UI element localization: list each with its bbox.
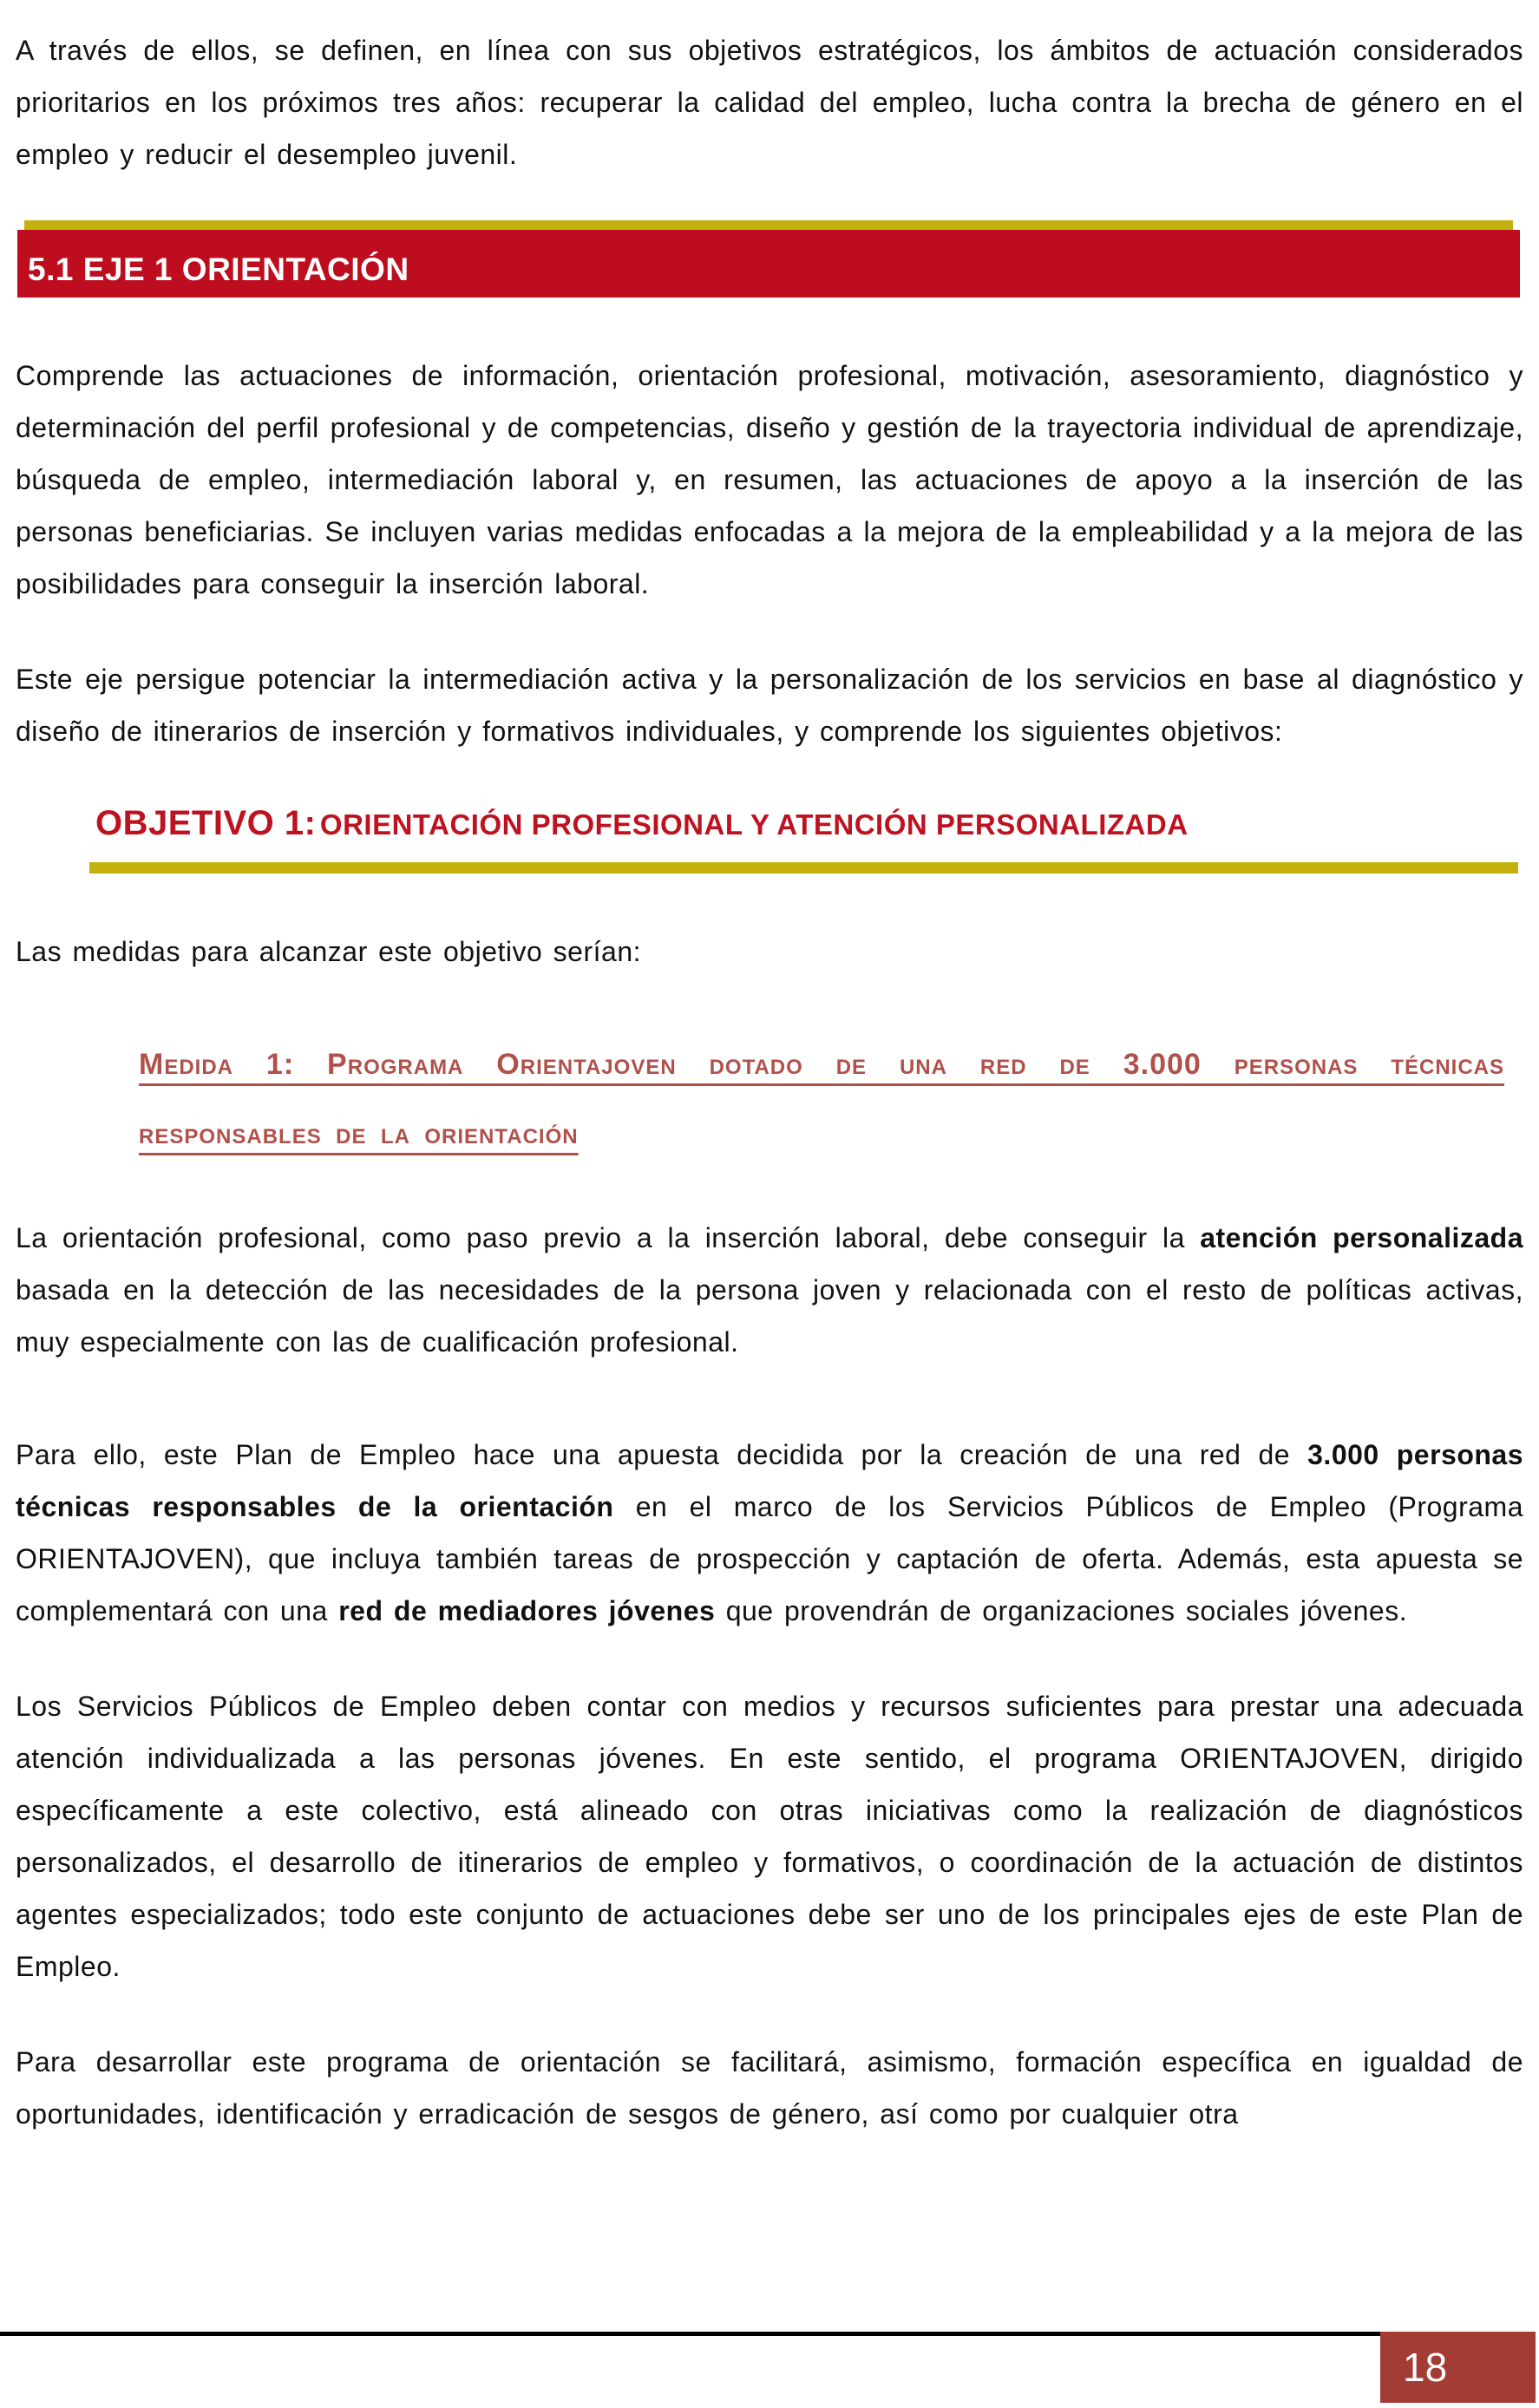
text-run: Para desarrollar este programa de orientación se facilitará, asimismo, formación específica en igualdad de oportunidades, identificación y erradicación de sesgos de género, así como por cualquier otra bbox=[16, 2046, 1523, 2130]
objective-prefix: OBJETIVO 1: bbox=[95, 804, 317, 842]
text-run: en el marco de los Servicios Públicos de Empleo (Programa ORIENTAJOVEN), que incluya también tareas de prospección y captación de oferta. Además, esta apuesta se complementará con una bbox=[16, 1491, 1524, 1626]
text-run: A través de ellos, se definen, en línea con sus objetivos estratégicos, los ámbitos de actuación considerados prioritarios en los próximos tres años: recuperar la calidad del empleo, lucha contra la brecha de género en el empleo y reducir el desempleo juvenil. bbox=[16, 35, 1523, 170]
text-run: Las medidas para alcanzar este objetivo serían: bbox=[16, 936, 641, 967]
measure-heading bbox=[139, 1030, 1504, 1168]
text-run: La orientación profesional, como paso previo a la inserción laboral, debe conseguir la bbox=[16, 1222, 1201, 1253]
section-title: 5.1 EJE 1 ORIENTACIÓN bbox=[28, 252, 409, 287]
page-number-box bbox=[1380, 2332, 1536, 2403]
paragraph-este-eje bbox=[16, 653, 1523, 757]
paragraph-para-desarrollar bbox=[16, 2036, 1523, 2140]
paragraph-las-medidas bbox=[16, 926, 1523, 978]
measure-heading-line1: Medida 1: Programa Orientajoven dotado de una red de 3.000 personas técnicas bbox=[139, 1048, 1504, 1081]
objective-gold-underline bbox=[89, 862, 1518, 874]
banner-gold-accent-bar bbox=[24, 220, 1513, 230]
objective-heading bbox=[95, 801, 1518, 854]
paragraph-comprende bbox=[16, 350, 1523, 610]
text-run: Comprende las actuaciones de información, orientación profesional, motivación, asesoramiento, diagnóstico y determinación del perfil profesional y de competencias, diseño y gestión de la trayectoria individual de aprendizaje, búsqueda de empleo, intermediación laboral y, en resumen, las actuaciones de apoyo a la inserción de las personas beneficiarias. Se incluyen varias medidas enfocadas a la mejora de la empleabilidad y a la mejora de las posibilidades para conseguir la inserción laboral. bbox=[16, 360, 1523, 599]
measure-heading-line2: responsables de la orientación bbox=[139, 1117, 579, 1150]
bold-text-run: atención personalizada bbox=[1200, 1222, 1524, 1253]
bold-text-run: 3.000 personas técnicas responsables de la orientación bbox=[16, 1439, 1524, 1522]
text-run: que provendrán de organizaciones sociales jóvenes. bbox=[715, 1595, 1408, 1626]
paragraph-orientacion-profesional bbox=[16, 1212, 1523, 1368]
bold-text-run: red de mediadores jóvenes bbox=[338, 1595, 716, 1626]
paragraph-para-ello bbox=[16, 1429, 1523, 1637]
text-run: Este eje persigue potenciar la intermediación activa y la personalización de los servicios en base al diagnóstico y diseño de itinerarios de inserción y formativos individuales, y comprende los siguientes objetivos: bbox=[16, 664, 1523, 747]
text-run: Para ello, este Plan de Empleo hace una apuesta decidida por la creación de una red de bbox=[16, 1439, 1308, 1470]
paragraph-servicios-publicos bbox=[16, 1680, 1523, 1992]
footer-rule bbox=[0, 2332, 1380, 2336]
text-run: basada en la detección de las necesidades de la persona joven y relacionada con el resto de políticas activas, muy especialmente con las de cualificación profesional. bbox=[16, 1274, 1523, 1358]
paragraph-intro bbox=[16, 0, 1523, 180]
section-banner bbox=[17, 220, 1520, 298]
objective-title: ORIENTACIÓN PROFESIONAL Y ATENCIÓN PERSONALIZADA bbox=[319, 808, 1189, 841]
banner-title-bar bbox=[17, 230, 1520, 298]
text-run: Los Servicios Públicos de Empleo deben contar con medios y recursos suficientes para prestar una adecuada atención individualizada a las personas jóvenes. En este sentido, el programa ORIENTAJOVEN, dirigido específicamente a este colectivo, está alineado con otras iniciativas como la realización de diagnósticos personalizados, el desarrollo de itinerarios de empleo y formativos, o coordinación de la actuación de distintos agentes especializados; todo este conjunto de actuaciones debe ser uno de los principales ejes de este Plan de Empleo. bbox=[16, 1691, 1523, 1982]
page-number: 18 bbox=[1403, 2345, 1448, 2390]
